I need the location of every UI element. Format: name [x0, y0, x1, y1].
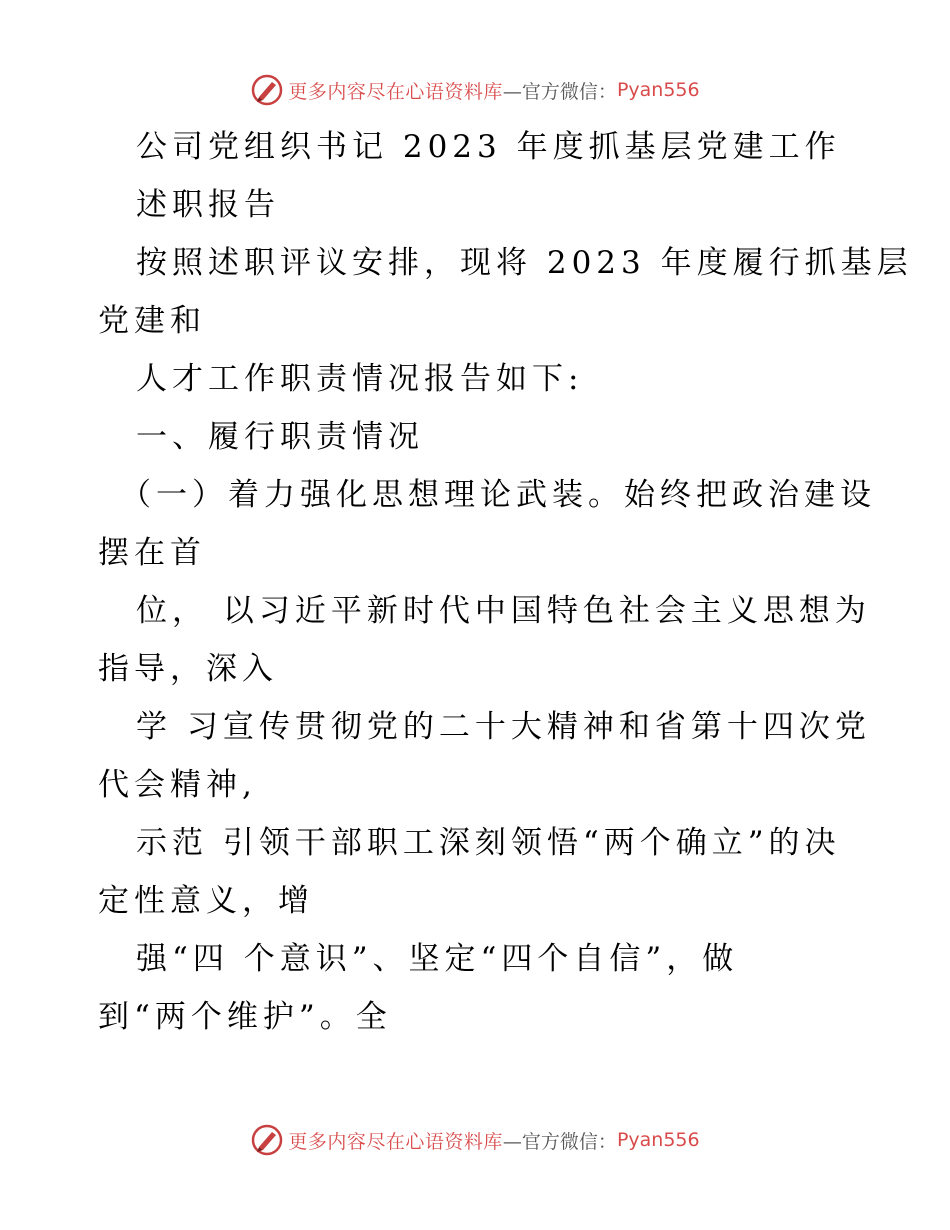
pen-logo-icon [250, 73, 284, 107]
paragraph-line: 指导，深入 [98, 651, 278, 687]
header-watermark [0, 70, 950, 110]
paragraph-line: 摆在首 [98, 535, 206, 571]
doc-title-line-1: 公司党组织书记 2023 年度抓基层党建工作 [136, 129, 841, 165]
paragraph-line: 定性意义，增 [98, 883, 314, 919]
paragraph-line: 强“四 个意识”、坚定“四个自信”，做 [136, 941, 739, 977]
paragraph-line: 位， 以习近平新时代中国特色社会主义思想为 [136, 593, 871, 629]
paragraph-line: 示范 引领干部职工深刻领悟“两个确立”的决 [136, 825, 841, 861]
watermark-text: 更多内容尽在心语资料库 [288, 1130, 503, 1153]
paragraph-line: 学 习宣传贯彻党的二十大精神和省第十四次党 [136, 709, 871, 745]
paragraph-line: 党建和 [98, 303, 206, 339]
pen-logo-icon [250, 1123, 284, 1157]
watermark-separator: —官方微信： [502, 1130, 617, 1153]
paragraph-line: 到“两个维护”。全 [98, 999, 392, 1035]
watermark-text: 更多内容尽在心语资料库 [288, 80, 503, 103]
paragraph-line: 人才工作职责情况报告如下: [136, 361, 584, 397]
watermark-account: Pyan556 [616, 1129, 700, 1151]
footer-watermark [0, 1120, 950, 1160]
watermark-separator: —官方微信： [502, 80, 617, 103]
paragraph-line: 代会精神, [98, 767, 257, 803]
doc-title-line-2: 述职报告 [136, 187, 280, 223]
watermark-account: Pyan556 [616, 79, 700, 101]
paragraph-line: 按照述职评议安排，现将 2023 年度履行抓基层 [136, 245, 913, 281]
section-heading: 一、履行职责情况 [136, 419, 424, 455]
subsection-heading: （一）着力强化思想理论武装。始终把政治建设 [120, 477, 876, 513]
